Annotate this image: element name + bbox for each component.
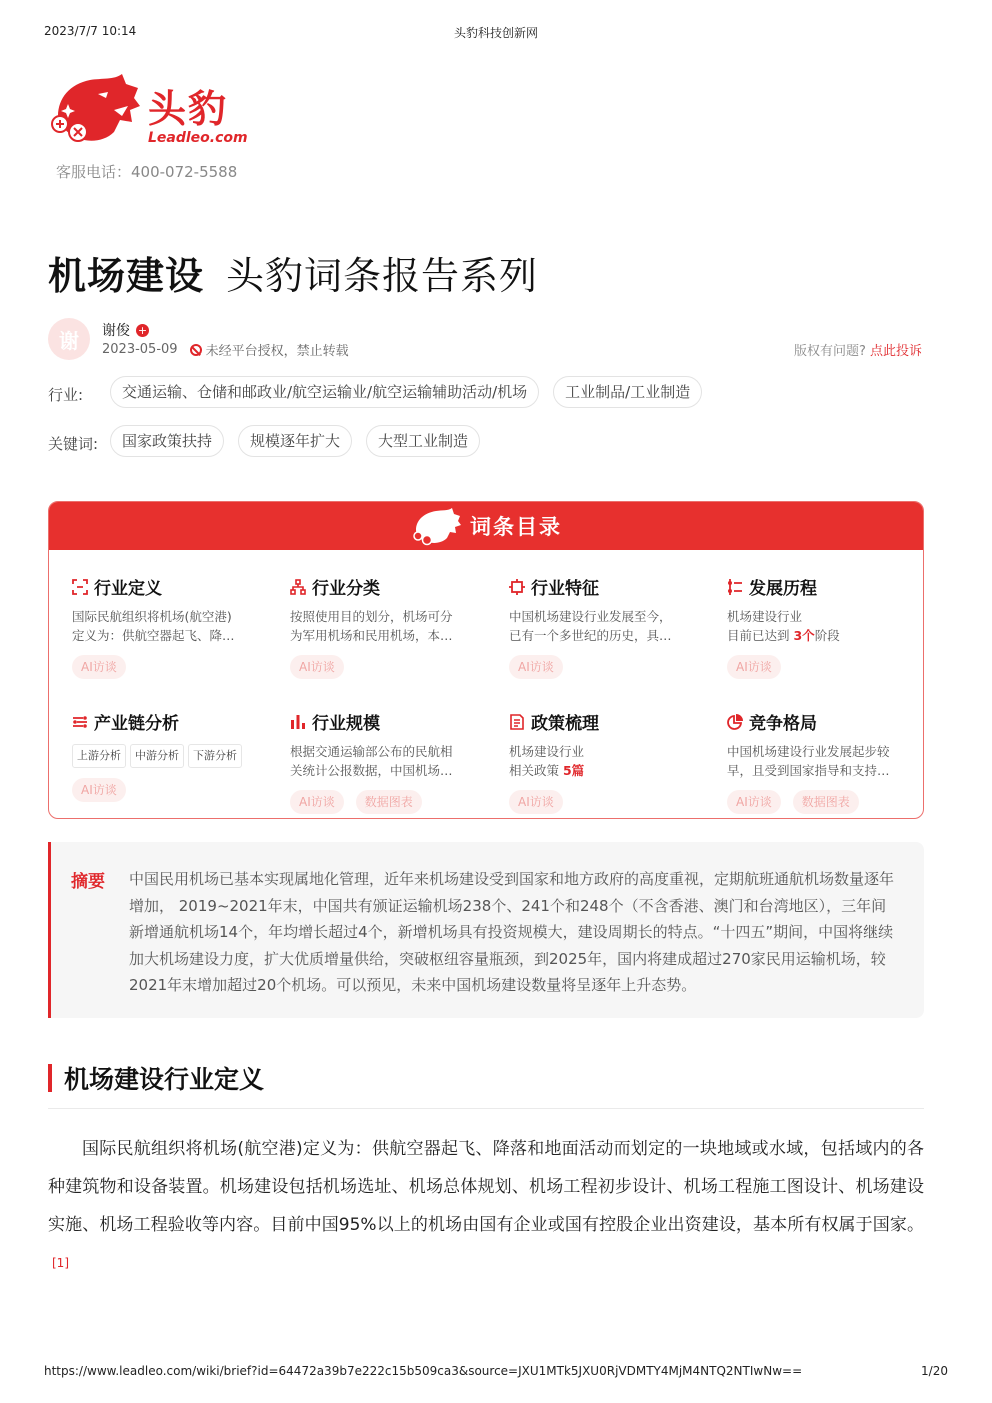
abstract-text: 中国民用机场已基本实现属地化管理，近年来机场建设受到国家和地方政府的高度重视，定期航班通航机场数量逐年增加， 2019~2021年末，中国共有颁证运输机场238个、241个和248个（不含香港、澳门和台湾地区），三年间新增通航机场14个，年均增长超过4个，新增机场具有投资规模大，建设周期长的特点。“十四五”期间，中国将继续加大机场建设力度，扩大优质增量供给，突破枢纽容量瓶颈，到2025年，国内将建成超过270家民用运输机场，较2021年末增加超过20个机场。可以预见，未来中国机场建设数量将呈逐年上升态势。 bbox=[129, 870, 895, 994]
title-sub: 头豹词条报告系列 bbox=[226, 254, 539, 298]
footer-url: https://www.leadleo.com/wiki/brief?id=64472a39b7e222c15b509ca3&source=JXU1MTk5JXU0RjVDMTY4MjM4NTQ2NTIwNw== bbox=[44, 1364, 803, 1378]
toc-item-title: 产业链分析 bbox=[94, 714, 179, 734]
midstream-analysis-button[interactable]: 中游分析 bbox=[130, 744, 184, 768]
abstract-box bbox=[48, 842, 924, 1018]
toc-item-desc: 国际民航组织将机场(航空港) bbox=[72, 609, 232, 624]
abstract-label: 摘要 bbox=[71, 872, 105, 892]
toc-item-desc: 机场建设行业 bbox=[727, 609, 803, 624]
toc-header bbox=[49, 502, 923, 550]
section-accent-bar bbox=[48, 1064, 52, 1092]
logo-name: 头豹 bbox=[148, 87, 229, 131]
ai-interview-button[interactable]: AI访谈 bbox=[72, 655, 126, 679]
copyright-notice bbox=[794, 340, 922, 359]
keyword-chip[interactable]: 规模逐年扩大 bbox=[238, 425, 352, 457]
ai-interview-button[interactable]: AI访谈 bbox=[290, 655, 344, 679]
toc-item-desc: 中国机场建设行业发展起步较 bbox=[727, 744, 890, 759]
upstream-analysis-button[interactable]: 上游分析 bbox=[72, 744, 126, 768]
print-site-title: 头豹科技创新网 bbox=[453, 26, 538, 40]
policy-icon bbox=[509, 714, 525, 730]
print-datetime: 2023/7/7 10:14 bbox=[44, 24, 137, 38]
author-row bbox=[102, 320, 149, 340]
toc-item-desc: 已有一个多世纪的历史，具… bbox=[509, 628, 672, 643]
toc-item-chain[interactable] bbox=[72, 709, 282, 802]
toc-item-history[interactable] bbox=[727, 574, 924, 679]
keyword-chips bbox=[110, 425, 480, 457]
toc-item-policy[interactable] bbox=[509, 709, 709, 814]
pie-icon bbox=[727, 714, 743, 730]
section-body bbox=[48, 1130, 924, 1288]
ai-interview-button[interactable]: AI访谈 bbox=[509, 655, 563, 679]
toc-item-desc: 中国机场建设行业发展至今， bbox=[509, 609, 672, 624]
complaint-link[interactable]: 点此投诉 bbox=[869, 344, 922, 359]
toc-item-desc: 目前已达到 bbox=[727, 628, 794, 643]
divider bbox=[48, 1108, 924, 1109]
service-phone: 客服电话：400-072-5588 bbox=[56, 163, 238, 181]
toc-item-title: 发展历程 bbox=[749, 579, 817, 599]
toc-card bbox=[48, 501, 924, 819]
repost-notice bbox=[190, 340, 349, 359]
toc-item-scale[interactable] bbox=[290, 709, 490, 814]
toc-item-title: 行业规模 bbox=[312, 714, 380, 734]
toc-item-title: 政策梳理 bbox=[531, 714, 599, 734]
ai-interview-button[interactable]: AI访谈 bbox=[72, 778, 126, 802]
author-name[interactable]: 谢俊 bbox=[102, 323, 130, 339]
toc-item-desc: 阶段 bbox=[814, 628, 840, 643]
follow-plus-icon[interactable]: + bbox=[137, 323, 148, 337]
feature-icon bbox=[509, 579, 525, 595]
industry-chips bbox=[110, 376, 702, 408]
toc-item-title: 行业分类 bbox=[312, 579, 380, 599]
section-title bbox=[48, 1062, 264, 1094]
toc-item-desc: 机场建设行业 bbox=[509, 744, 585, 759]
copyright-question: 版权有问题? bbox=[793, 344, 866, 359]
toc-item-desc: 根据交通运输部公布的民航相 bbox=[290, 744, 453, 759]
toc-item-title: 行业定义 bbox=[94, 579, 162, 599]
definition-icon bbox=[72, 579, 88, 595]
data-chart-button[interactable]: 数据图表 bbox=[356, 790, 422, 814]
repost-notice-text: 未经平台授权，禁止转载 bbox=[205, 344, 349, 359]
industry-chip[interactable]: 工业制品/工业制造 bbox=[553, 376, 702, 408]
title-main: 机场建设 bbox=[48, 254, 205, 298]
timeline-icon bbox=[727, 579, 743, 595]
policy-count: 5篇 bbox=[562, 763, 585, 778]
reference-link[interactable]: [1] bbox=[52, 1256, 69, 1270]
avatar[interactable]: 谢 bbox=[48, 318, 90, 360]
downstream-analysis-button[interactable]: 下游分析 bbox=[188, 744, 242, 768]
toc-item-desc: 关统计公报数据，中国机场… bbox=[290, 763, 453, 778]
toc-item-title: 行业特征 bbox=[531, 579, 599, 599]
publish-meta bbox=[102, 340, 349, 359]
page-title bbox=[48, 245, 538, 300]
publish-date: 2023-05-09 bbox=[102, 342, 178, 357]
hierarchy-icon bbox=[290, 579, 306, 595]
industry-chip[interactable]: 交通运输、仓储和邮政业/航空运输业/航空运输辅助活动/机场 bbox=[110, 376, 539, 408]
keywords-label: 关键词: bbox=[48, 435, 99, 453]
logo-url[interactable]: Leadleo.com bbox=[148, 130, 248, 146]
toc-heading: 词条目录 bbox=[470, 515, 562, 539]
page-number: 1/20 bbox=[921, 1364, 948, 1378]
ai-interview-button[interactable]: AI访谈 bbox=[290, 790, 344, 814]
keyword-chip[interactable]: 国家政策扶持 bbox=[110, 425, 224, 457]
toc-item-title: 竞争格局 bbox=[749, 714, 817, 734]
ai-interview-button[interactable]: AI访谈 bbox=[509, 790, 563, 814]
toc-item-classification[interactable] bbox=[290, 574, 490, 679]
stage-count: 3个 bbox=[793, 628, 815, 643]
keyword-chip[interactable]: 大型工业制造 bbox=[366, 425, 480, 457]
toc-item-desc: 相关政策 bbox=[509, 763, 563, 778]
toc-item-features[interactable] bbox=[509, 574, 709, 679]
industry-label: 行业: bbox=[48, 386, 84, 404]
toc-item-competition[interactable] bbox=[727, 709, 924, 814]
ai-interview-button[interactable]: AI访谈 bbox=[727, 655, 781, 679]
section-body-text: 国际民航组织将机场(航空港)定义为：供航空器起飞、降落和地面活动而划定的一块地域或水域，包括域内的各种建筑物和设备装置。机场建设包括机场选址、机场总体规划、机场工程初步设计、机场工程施工图设计、机场建设实施、机场工程验收等内容。目前中国95%以上的机场由国有企业或国有控股企业出资建设，基本所有权属于国家。 bbox=[48, 1139, 924, 1235]
data-chart-button[interactable]: 数据图表 bbox=[793, 790, 859, 814]
leopard-logo-icon bbox=[410, 506, 462, 546]
toc-item-desc: 按照使用目的划分，机场可分 bbox=[290, 609, 453, 624]
toc-item-desc: 为军用机场和民用机场，本… bbox=[290, 628, 453, 643]
bar-chart-icon bbox=[290, 714, 306, 730]
toc-item-definition[interactable] bbox=[72, 574, 272, 679]
ai-interview-button[interactable]: AI访谈 bbox=[727, 790, 781, 814]
chain-icon bbox=[72, 714, 88, 730]
toc-item-desc: 早，且受到国家指导和支持… bbox=[727, 763, 890, 778]
ban-icon bbox=[190, 344, 202, 356]
toc-item-desc: 定义为：供航空器起飞、降… bbox=[72, 628, 235, 643]
section-title-text: 机场建设行业定义 bbox=[64, 1065, 265, 1094]
